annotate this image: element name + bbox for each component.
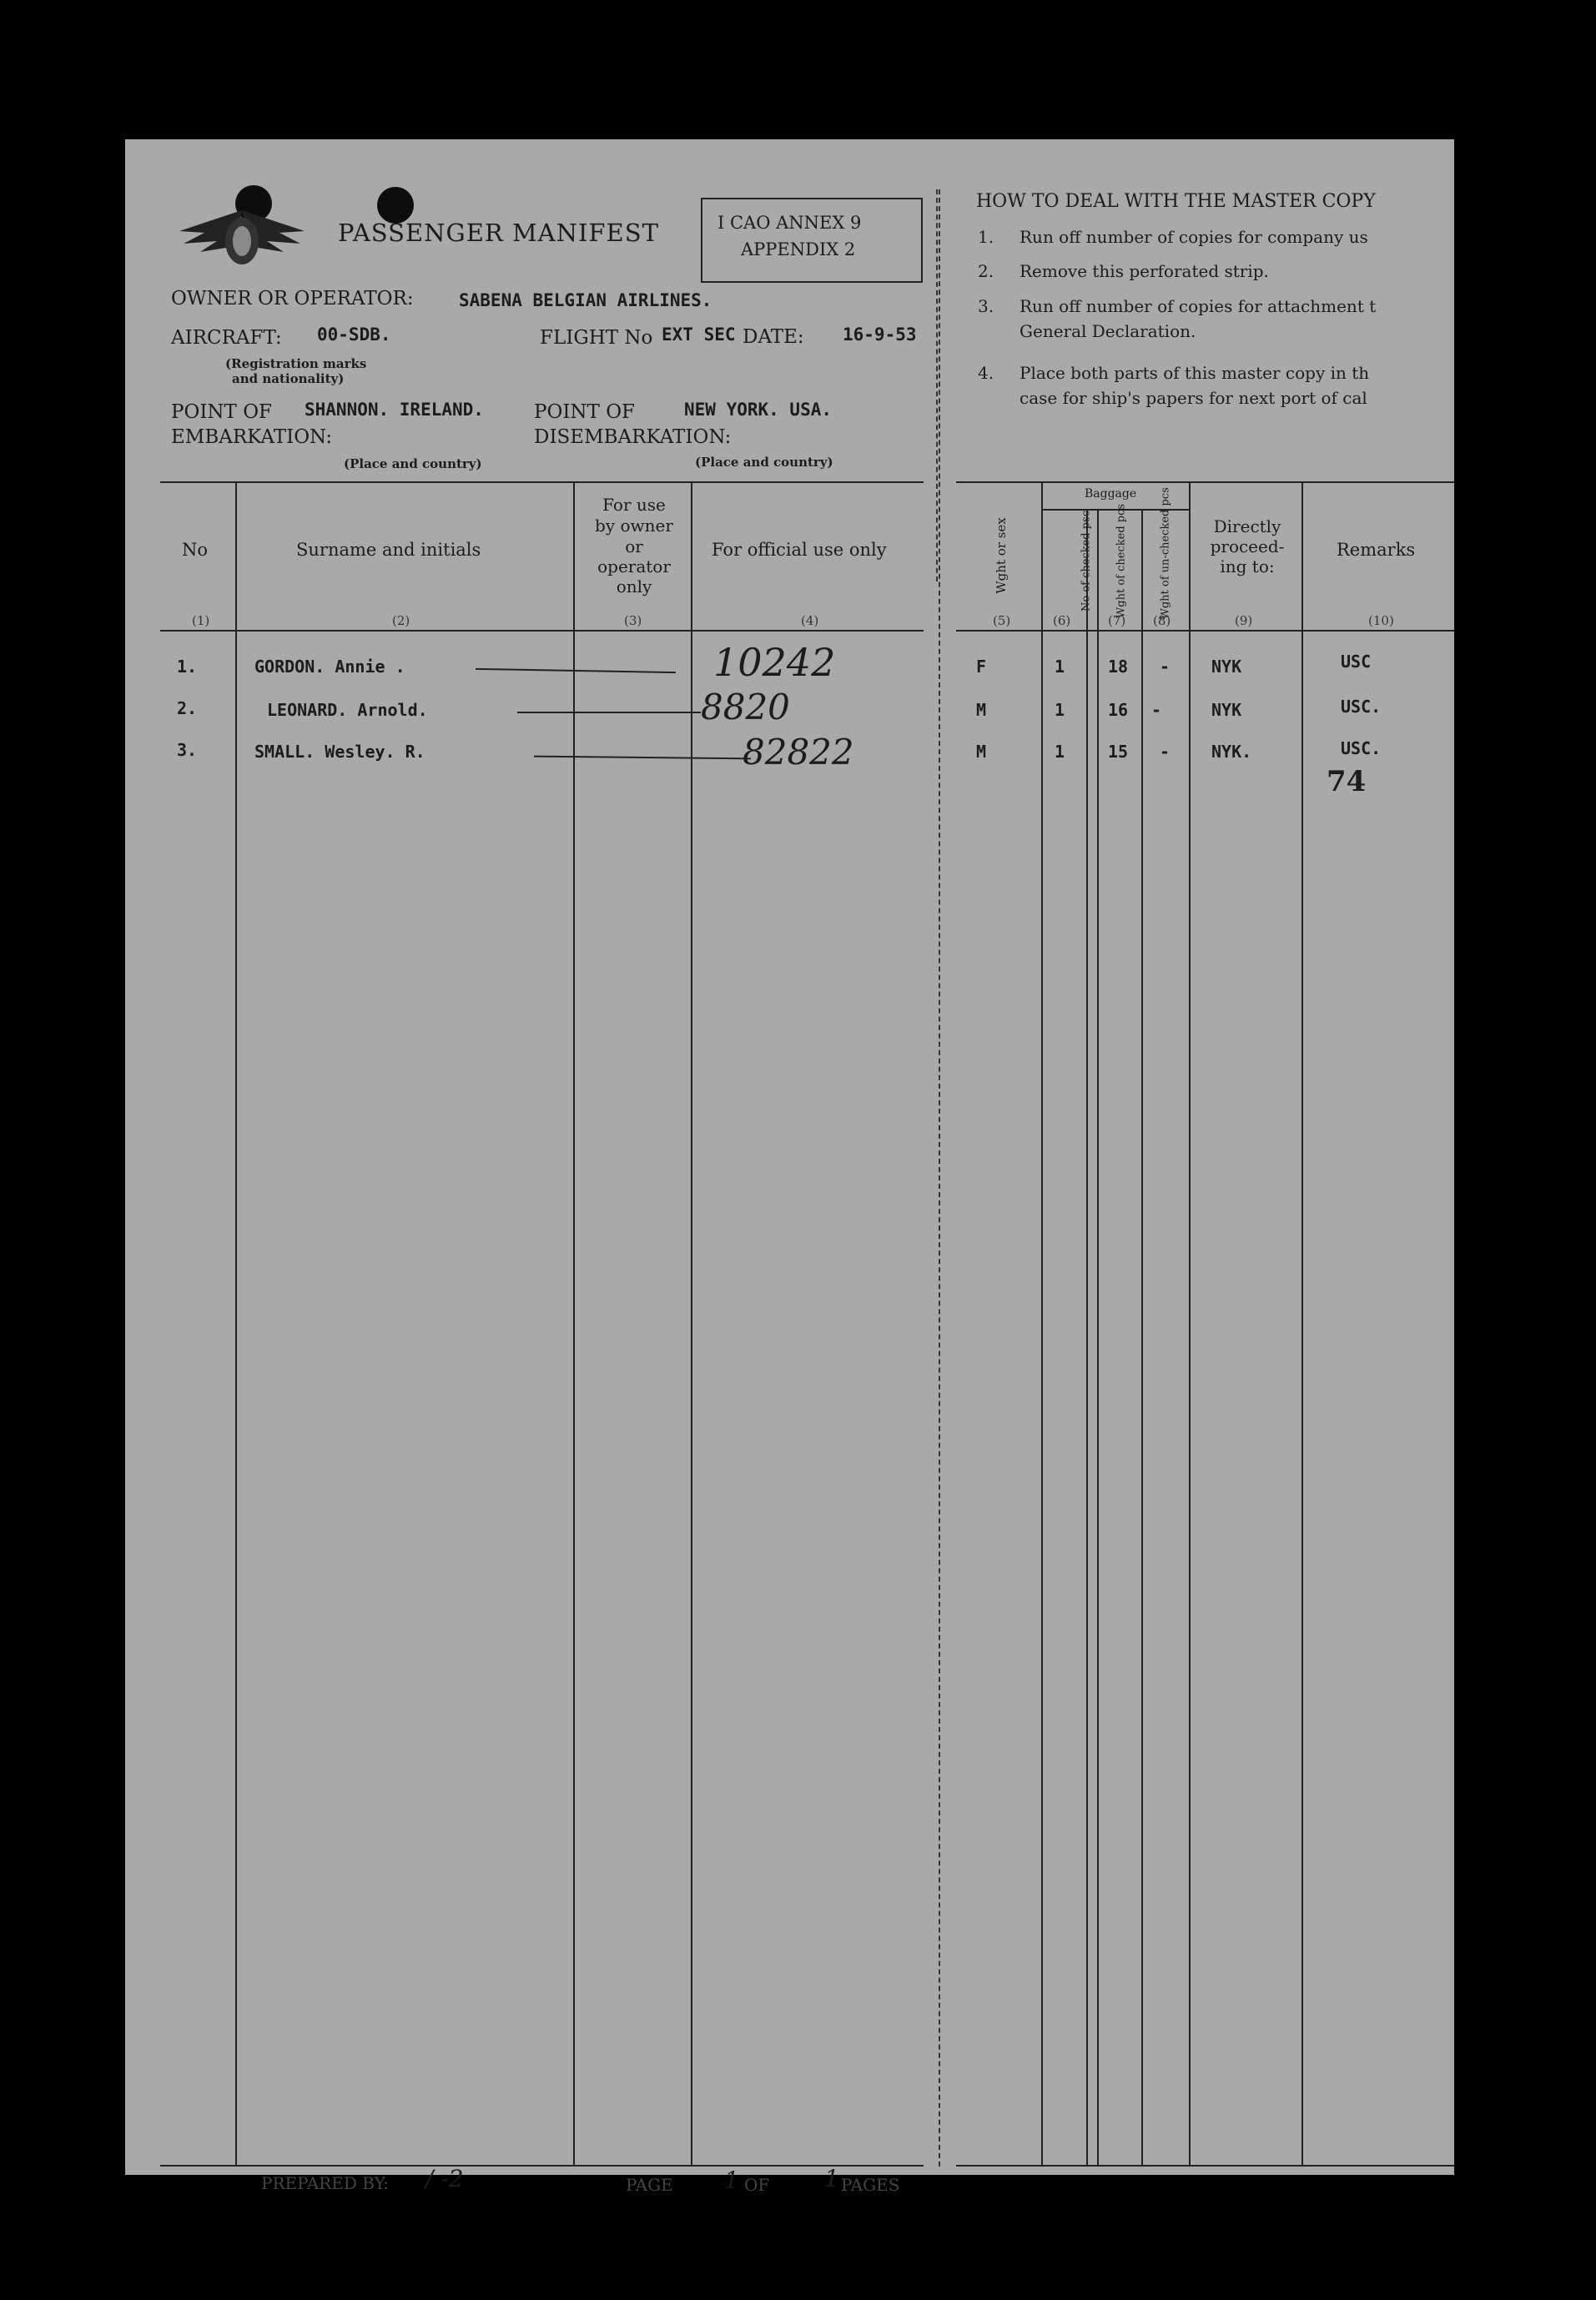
annex-line1: I CAO ANNEX 9: [717, 213, 862, 233]
row-2-unchecked: -: [1151, 700, 1162, 720]
embark-label-line2: EMBARKATION:: [171, 426, 333, 448]
instruction-4-text: Place both parts of this master copy in th: [1020, 363, 1370, 383]
row-1-unchecked: -: [1160, 657, 1171, 677]
table-top-rule-right: [956, 481, 1454, 483]
row-3-unchecked: -: [1160, 742, 1171, 762]
disembark-label-line1: POINT OF: [534, 401, 636, 423]
instruction-3-text: Run off number of copies for attachment t: [1020, 296, 1377, 316]
row-2-wght: 16: [1108, 700, 1129, 720]
instructions-title: HOW TO DEAL WITH THE MASTER COPY: [976, 191, 1376, 212]
col-index: (2): [392, 613, 410, 628]
row-3-wght: 15: [1108, 742, 1129, 762]
of-label: OF: [744, 2175, 770, 2195]
annex-line2: APPENDIX 2: [741, 239, 856, 259]
col-divider-no: [235, 481, 237, 2167]
aircraft-note-line1: (Registration marks: [225, 356, 367, 371]
prepared-by-label: PREPARED BY:: [261, 2173, 390, 2193]
col-header-directly-2: proceed-: [1210, 536, 1285, 556]
row-1-name: GORDON. Annie .: [254, 657, 405, 677]
col-header-owner-5: only: [616, 576, 652, 596]
instruction-2-number: 2.: [978, 261, 994, 281]
instruction-1-number: 1.: [978, 227, 994, 247]
embark-place-note: (Place and country): [344, 456, 482, 471]
row-1-pcs: 1: [1055, 657, 1065, 677]
footer-rule-right: [956, 2165, 1454, 2167]
row-2-remarks: USC.: [1341, 697, 1382, 717]
col-divider-owner: [691, 481, 692, 2167]
aircraft-value: 00-SDB.: [317, 325, 391, 345]
page-label: PAGE: [626, 2175, 673, 2195]
col-index: (4): [801, 613, 819, 628]
col-index: (6): [1053, 613, 1071, 628]
row-1-no: 1.: [177, 657, 198, 677]
table-top-rule-left: [160, 481, 924, 483]
row-1-sex: F: [976, 657, 987, 677]
col-header-owner-1: For use: [602, 495, 666, 515]
col-index: (3): [624, 613, 642, 628]
col-index: (1): [192, 613, 210, 628]
row-3-name: SMALL. Wesley. R.: [254, 742, 425, 762]
row-3-remarks: USC.: [1341, 738, 1382, 758]
row-3-pcs: 1: [1055, 742, 1065, 762]
col-header-owner-2: by owner: [595, 516, 673, 536]
instruction-1-text: Run off number of copies for company us: [1020, 227, 1368, 247]
sabena-wings-logo-icon: [171, 198, 313, 273]
perforation-line: [939, 189, 940, 2167]
table-header-rule-right: [956, 630, 1454, 632]
col-index: (7): [1108, 613, 1126, 628]
row-2-hand-line: [517, 712, 701, 713]
row-1-hand-line: [476, 668, 676, 673]
prepared-by-value: / -2: [425, 2165, 464, 2192]
disembark-place-note: (Place and country): [695, 455, 833, 470]
col-divider-name: [573, 481, 575, 2167]
row-1-remarks: USC: [1341, 652, 1372, 672]
col-header-owner-4: operator: [597, 556, 671, 576]
col-header-no: No: [182, 540, 209, 560]
embark-value: SHANNON. IRELAND.: [305, 400, 484, 420]
col-header-name: Surname and initials: [296, 540, 481, 560]
table-header-rule-left: [160, 630, 924, 632]
col-header-official: For official use only: [712, 540, 887, 560]
date-value: 16-9-53: [843, 325, 917, 345]
col-index: (5): [993, 613, 1011, 628]
col-header-wght-unchecked: Wght of un-checked pcs: [1159, 487, 1172, 620]
page-value: 1: [724, 2167, 739, 2194]
col-header-remarks: Remarks: [1337, 540, 1416, 560]
date-label: DATE:: [743, 326, 804, 348]
instruction-4-text-cont: case for ship's papers for next port of cal: [1020, 388, 1367, 408]
owner-label: OWNER OR OPERATOR:: [171, 288, 414, 310]
col-index: (9): [1235, 613, 1253, 628]
manifest-page: [125, 139, 1454, 2195]
row-2-dest: NYK: [1211, 700, 1242, 720]
row-1-official: 10242: [713, 640, 836, 685]
row-2-pcs: 1: [1055, 700, 1065, 720]
flight-value: EXT SEC: [662, 325, 736, 345]
embark-label-line1: POINT OF: [171, 401, 273, 423]
row-1-wght: 18: [1108, 657, 1129, 677]
col-divider-sex: [1041, 481, 1043, 2167]
col-divider-dest: [1301, 481, 1303, 2167]
row-2-official: 8820: [701, 687, 790, 727]
col-divider-wght-b: [1141, 509, 1143, 2167]
col-header-owner-3: or: [625, 536, 643, 556]
col-index: (8): [1153, 613, 1171, 628]
col-header-directly-1: Directly: [1213, 516, 1281, 536]
col-divider-wght-a: [1097, 509, 1099, 2167]
pages-value: 1: [824, 2165, 839, 2192]
col-header-weight-sex: Wght or sex: [994, 517, 1009, 594]
flight-label: FLIGHT No: [540, 327, 653, 349]
col-header-directly-3: ing to:: [1220, 556, 1275, 576]
row-2-sex: M: [976, 700, 987, 720]
stamp-number: 74: [1327, 765, 1367, 798]
aircraft-label: AIRCRAFT:: [171, 327, 282, 349]
col-index: (10): [1368, 613, 1394, 628]
row-3-official: 82822: [743, 732, 854, 773]
form-title: PASSENGER MANIFEST: [338, 219, 659, 247]
perforation-line-upper: [936, 189, 938, 581]
aircraft-note-line2: and nationality): [232, 371, 345, 386]
row-1-dest: NYK: [1211, 657, 1242, 677]
col-divider-pcs: [1086, 509, 1088, 2167]
disembark-value: NEW YORK. USA.: [684, 400, 833, 420]
col-divider-unchecked: [1189, 481, 1191, 2167]
col-header-baggage: Baggage: [1085, 487, 1137, 501]
row-3-sex: M: [976, 742, 987, 762]
instruction-3-number: 3.: [978, 296, 994, 316]
row-2-name: LEONARD. Arnold.: [267, 700, 428, 720]
instruction-2-text: Remove this perforated strip.: [1020, 261, 1269, 281]
row-3-hand-line: [534, 756, 751, 760]
disembark-label-line2: DISEMBARKATION:: [534, 426, 732, 448]
pages-label: PAGES: [841, 2175, 900, 2195]
row-3-no: 3.: [177, 740, 198, 760]
instruction-4-number: 4.: [978, 363, 994, 383]
row-2-no: 2.: [177, 698, 198, 718]
owner-value: SABENA BELGIAN AIRLINES.: [459, 290, 712, 310]
col-header-checked-pcs: No of checked psc: [1080, 510, 1093, 612]
row-3-dest: NYK.: [1211, 742, 1252, 762]
footer-rule: [160, 2165, 924, 2167]
col-header-wght-checked: Wght of checked pcs: [1115, 503, 1128, 619]
instruction-3-text-cont: General Declaration.: [1020, 321, 1196, 341]
